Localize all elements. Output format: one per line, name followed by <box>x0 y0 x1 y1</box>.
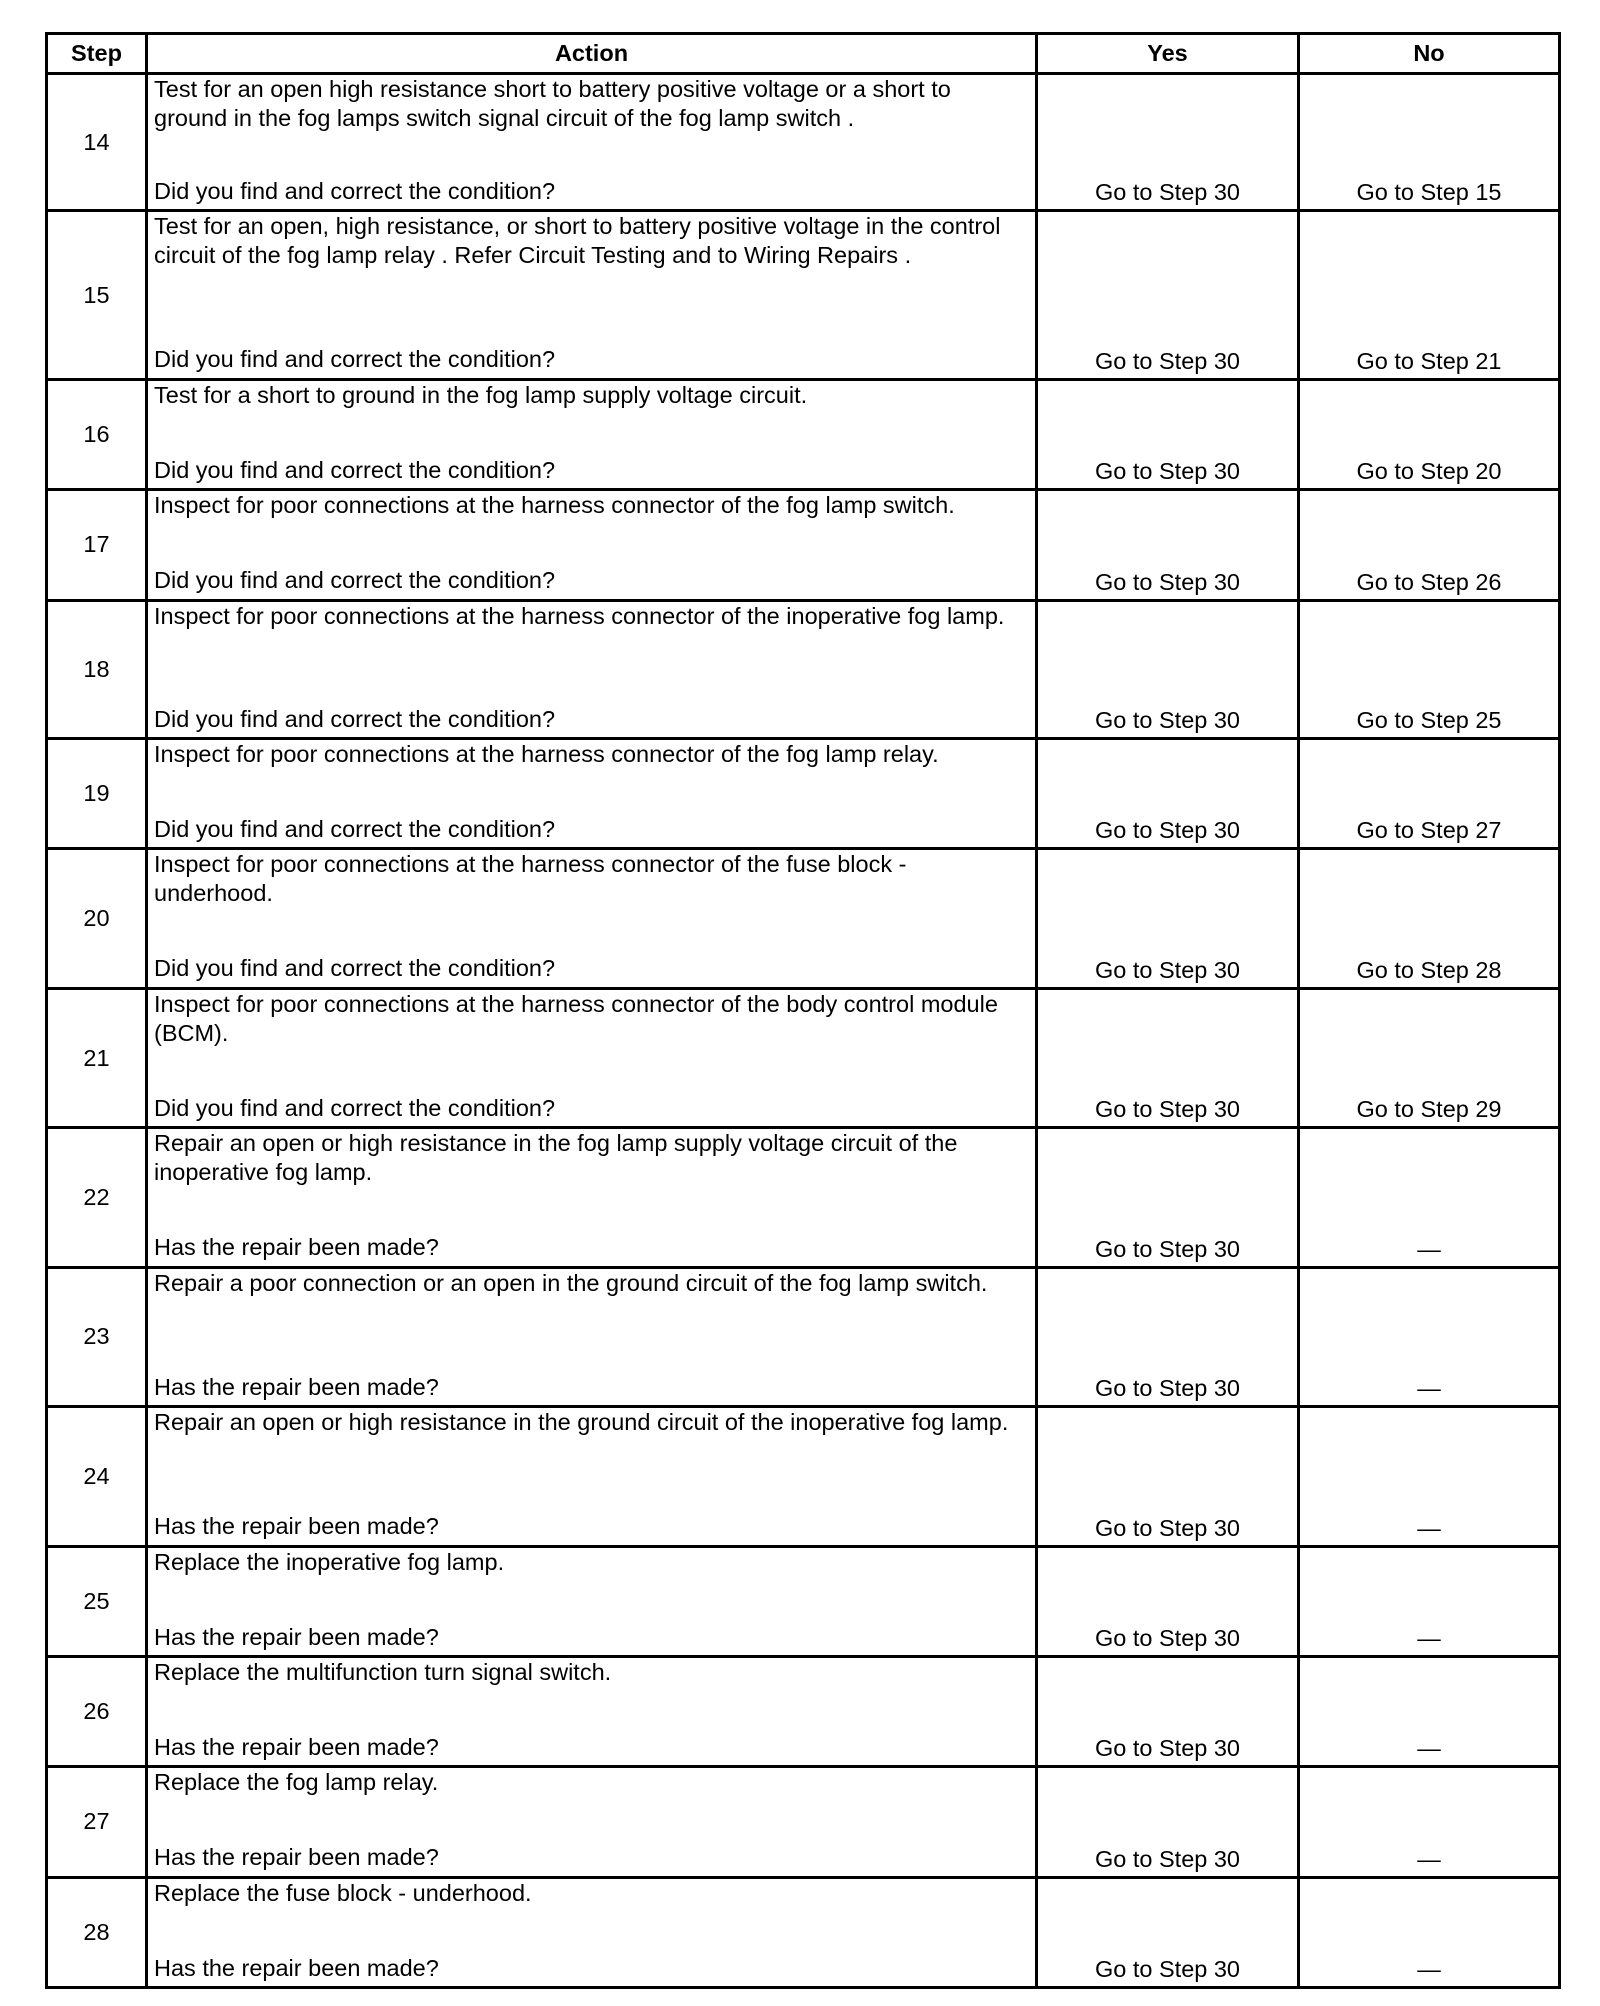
action-cell <box>147 739 1037 849</box>
yes-result: Go to Step 30 <box>1037 849 1299 988</box>
header-yes: Yes <box>1037 34 1299 74</box>
action-text: Inspect for poor connections at the harness connector of the body control module (BCM). <box>154 990 998 1046</box>
action-text: Replace the inoperative fog lamp. <box>154 1548 505 1575</box>
table-body <box>47 74 1560 1988</box>
yes-result: Go to Step 30 <box>1037 600 1299 738</box>
action-text: Test for an open, high resistance, or short to battery positive voltage in the control circuit of the fog lamp relay . Refer Circuit Testing and to Wiring Repairs . <box>154 213 1001 269</box>
yes-result: Go to Step 30 <box>1037 1128 1299 1267</box>
step-number: 28 <box>47 1877 147 1987</box>
yes-result: Go to Step 30 <box>1037 1877 1299 1987</box>
no-result: — <box>1299 1267 1560 1406</box>
no-result: Go to Step 20 <box>1299 379 1560 489</box>
no-result: — <box>1299 1767 1560 1877</box>
action-cell <box>147 1546 1037 1656</box>
action-text: Inspect for poor connections at the harness connector of the fog lamp relay. <box>154 741 939 768</box>
no-result: — <box>1299 1546 1560 1656</box>
action-question: Has the repair been made? <box>154 1623 439 1650</box>
no-result: Go to Step 21 <box>1299 211 1560 380</box>
action-text: Repair an open or high resistance in the fog lamp supply voltage circuit of the inoperative fog lamp. <box>154 1130 958 1186</box>
action-cell <box>147 490 1037 600</box>
table-row <box>47 1407 1560 1546</box>
action-question: Has the repair been made? <box>154 1373 439 1400</box>
action-cell <box>147 74 1037 211</box>
action-cell <box>147 379 1037 489</box>
no-result: Go to Step 28 <box>1299 849 1560 988</box>
action-question: Has the repair been made? <box>154 1513 439 1540</box>
yes-result: Go to Step 30 <box>1037 74 1299 211</box>
yes-result: Go to Step 30 <box>1037 1546 1299 1656</box>
action-question: Did you find and correct the condition? <box>154 816 556 843</box>
action-cell <box>147 1767 1037 1877</box>
no-result: Go to Step 15 <box>1299 74 1560 211</box>
action-cell <box>147 849 1037 988</box>
no-result: Go to Step 27 <box>1299 739 1560 849</box>
action-question: Did you find and correct the condition? <box>154 567 556 594</box>
table-row <box>47 490 1560 600</box>
table-row <box>47 600 1560 738</box>
action-text: Repair a poor connection or an open in the ground circuit of the fog lamp switch. <box>154 1269 988 1296</box>
action-question: Has the repair been made? <box>154 1954 439 1981</box>
step-number: 22 <box>47 1128 147 1267</box>
action-cell <box>147 1128 1037 1267</box>
table-row <box>47 211 1560 380</box>
action-cell <box>147 1407 1037 1546</box>
table-row <box>47 1546 1560 1656</box>
action-cell <box>147 1877 1037 1987</box>
table-row <box>47 1128 1560 1267</box>
header-no: No <box>1299 34 1560 74</box>
table-row <box>47 379 1560 489</box>
table-row <box>47 74 1560 211</box>
no-result: — <box>1299 1407 1560 1546</box>
no-result: — <box>1299 1656 1560 1766</box>
action-question: Did you find and correct the condition? <box>154 178 556 204</box>
no-result: Go to Step 25 <box>1299 600 1560 738</box>
header-row <box>47 34 1560 74</box>
diagnostic-table <box>45 32 1561 1989</box>
yes-result: Go to Step 30 <box>1037 739 1299 849</box>
yes-result: Go to Step 30 <box>1037 1767 1299 1877</box>
step-number: 20 <box>47 849 147 988</box>
action-cell <box>147 211 1037 380</box>
step-number: 25 <box>47 1546 147 1656</box>
action-text: Test for a short to ground in the fog lamp supply voltage circuit. <box>154 381 808 408</box>
table-row <box>47 1767 1560 1877</box>
step-number: 24 <box>47 1407 147 1546</box>
action-question: Has the repair been made? <box>154 1234 439 1261</box>
yes-result: Go to Step 30 <box>1037 988 1299 1127</box>
step-number: 26 <box>47 1656 147 1766</box>
no-result: — <box>1299 1128 1560 1267</box>
header-action: Action <box>147 34 1037 74</box>
action-text: Replace the multifunction turn signal switch. <box>154 1658 612 1685</box>
action-question: Has the repair been made? <box>154 1733 439 1760</box>
step-number: 18 <box>47 600 147 738</box>
table-row <box>47 1656 1560 1766</box>
step-number: 15 <box>47 211 147 380</box>
step-number: 14 <box>47 74 147 211</box>
step-number: 17 <box>47 490 147 600</box>
action-text: Inspect for poor connections at the harness connector of the fuse block - underhood. <box>154 851 907 907</box>
yes-result: Go to Step 30 <box>1037 211 1299 380</box>
action-cell <box>147 988 1037 1127</box>
action-text: Inspect for poor connections at the harness connector of the inoperative fog lamp. <box>154 602 1005 629</box>
action-text: Replace the fog lamp relay. <box>154 1769 439 1796</box>
action-cell <box>147 1656 1037 1766</box>
action-text: Replace the fuse block - underhood. <box>154 1879 532 1906</box>
table-row <box>47 739 1560 849</box>
yes-result: Go to Step 30 <box>1037 490 1299 600</box>
action-question: Did you find and correct the condition? <box>154 955 556 982</box>
action-cell <box>147 600 1037 738</box>
step-number: 19 <box>47 739 147 849</box>
action-question: Has the repair been made? <box>154 1844 439 1871</box>
yes-result: Go to Step 30 <box>1037 1407 1299 1546</box>
table-row <box>47 849 1560 988</box>
no-result: — <box>1299 1877 1560 1987</box>
step-number: 27 <box>47 1767 147 1877</box>
action-cell <box>147 1267 1037 1406</box>
step-number: 23 <box>47 1267 147 1406</box>
action-question: Did you find and correct the condition? <box>154 1094 556 1121</box>
step-number: 16 <box>47 379 147 489</box>
no-result: Go to Step 29 <box>1299 988 1560 1127</box>
header-step: Step <box>47 34 147 74</box>
yes-result: Go to Step 30 <box>1037 379 1299 489</box>
action-text: Test for an open high resistance short to battery positive voltage or a short to ground in the fog lamps switch signal circuit of the fog lamp switch . <box>154 76 951 131</box>
table-row <box>47 988 1560 1127</box>
action-question: Did you find and correct the condition? <box>154 346 556 373</box>
action-text: Inspect for poor connections at the harness connector of the fog lamp switch. <box>154 492 955 519</box>
action-question: Did you find and correct the condition? <box>154 705 556 732</box>
action-text: Repair an open or high resistance in the ground circuit of the inoperative fog lamp. <box>154 1409 1009 1436</box>
table-row <box>47 1877 1560 1987</box>
step-number: 21 <box>47 988 147 1127</box>
yes-result: Go to Step 30 <box>1037 1267 1299 1406</box>
table-row <box>47 1267 1560 1406</box>
action-question: Did you find and correct the condition? <box>154 456 556 483</box>
yes-result: Go to Step 30 <box>1037 1656 1299 1766</box>
no-result: Go to Step 26 <box>1299 490 1560 600</box>
